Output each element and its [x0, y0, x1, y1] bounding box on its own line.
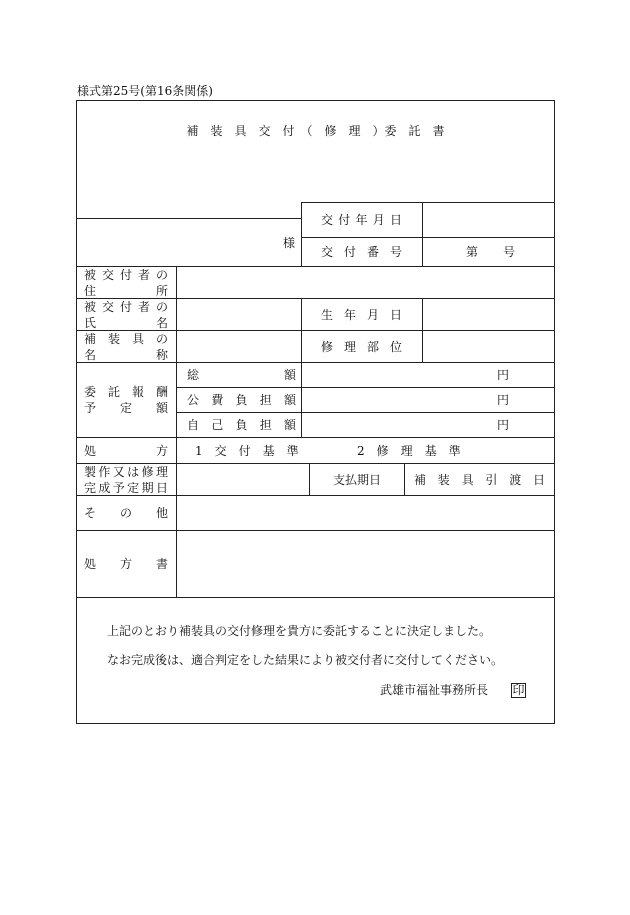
- fee-label-line1: [84, 384, 168, 400]
- issue-number-label-char: 交: [321, 245, 334, 259]
- recipient-name-label-line2: [84, 315, 168, 331]
- fee-label-line2-char: 予: [84, 401, 97, 415]
- repair-part-label-char: 部: [366, 339, 379, 354]
- repair-part-value-cell: [422, 330, 555, 362]
- device-name-label-line2-char: 名: [84, 347, 97, 362]
- completion-label-line1-char: 作: [98, 464, 111, 479]
- recipient-name-label-line2-char: 氏: [84, 315, 97, 330]
- payment-date-label: 支払期日: [332, 473, 381, 487]
- repair-part-label-char: 位: [389, 339, 402, 354]
- fee-public-label-char: 額: [283, 393, 296, 407]
- completion-label-line2: [84, 480, 168, 496]
- recipient-name-label-line1: [84, 299, 168, 315]
- fee-public-label-char: 担: [259, 393, 272, 407]
- completion-label-line2-char: 成: [98, 480, 111, 495]
- fee-label-line1-char: 委: [84, 385, 97, 399]
- device-name-label-line2-char: 称: [155, 347, 168, 362]
- recipient-address-label-line2-char: 住: [84, 283, 97, 298]
- issue-number-label-cell: [301, 237, 422, 266]
- issue-number-label-char: 付: [343, 245, 356, 259]
- fee-self-label: [187, 417, 296, 433]
- recipient-address-label-line1: [84, 267, 168, 283]
- repair-part-label-cell: [301, 330, 422, 362]
- completion-label-line1: [84, 464, 168, 480]
- completion-value-cell: [176, 463, 309, 495]
- issue-number-prefix: 第: [466, 245, 479, 259]
- repair-part-label-char: 理: [343, 339, 356, 354]
- device-name-label-line1-char: 補: [84, 331, 97, 346]
- delivery-date-label-cell: [404, 463, 555, 495]
- fee-public-label-cell: [176, 387, 301, 412]
- issue-date-label-char: 年: [355, 213, 368, 227]
- fee-label-line2: [84, 400, 168, 416]
- issue-number-value-cell: [422, 237, 555, 266]
- fee-self-label-char: 己: [211, 418, 224, 432]
- completion-label-line2-char: 完: [84, 480, 97, 495]
- birthdate-value-cell: [422, 298, 555, 330]
- prescription-document-label-char: 処: [84, 557, 97, 571]
- recipient-address-label-line2-char: 所: [155, 283, 168, 298]
- recipient-name-label-line1-char: の: [155, 299, 168, 314]
- fee-public-label-char: 公: [187, 393, 200, 407]
- recipient-name-label-line2-char: 名: [155, 315, 168, 330]
- issuer-name: 武雄市福祉事務所長: [380, 683, 489, 697]
- device-name-label-line1-char: 装: [107, 331, 120, 346]
- delivery-date-label-char: 渡: [509, 472, 522, 487]
- completion-label-line1-char: 製: [84, 464, 97, 479]
- issue-date-label-char: 月: [372, 213, 385, 227]
- recipient-address-label-line1-char: 被: [84, 267, 97, 282]
- issue-date-label-cell: [301, 202, 422, 237]
- fee-total-label-char: 額: [283, 368, 296, 382]
- issue-date-label-char: 付: [338, 213, 351, 227]
- seal-mark: 印: [512, 683, 525, 697]
- prescription-document-label-cell: [76, 530, 176, 597]
- recipient-name-label-line1-char: 被: [84, 299, 97, 314]
- device-name-value-cell: [176, 330, 301, 362]
- fee-label-line1-char: 報: [131, 385, 144, 399]
- birthdate-label-char: 日: [389, 307, 402, 322]
- fee-public-label-char: 費: [211, 393, 224, 407]
- birthdate-label-cell: [301, 298, 422, 330]
- fee-public-unit: 円: [496, 393, 509, 407]
- delivery-date-label: [414, 472, 545, 488]
- fee-self-label-char: 額: [283, 418, 296, 432]
- other-label: [84, 505, 168, 521]
- issue-number-label-char: 号: [389, 245, 402, 259]
- form-number: 様式第25号(第16条関係): [77, 84, 213, 98]
- fee-self-label-char: 負: [235, 418, 248, 432]
- fee-self-value-cell: [301, 412, 555, 437]
- fee-self-label-cell: [176, 412, 301, 437]
- recipient-address-label-line1-char: の: [155, 267, 168, 282]
- recipient-name-label-cell: [76, 298, 176, 330]
- recipient-name-label-line1-char: 者: [137, 299, 150, 314]
- prescription-option-issue: 1 交 付 基 準: [195, 443, 299, 458]
- delivery-date-label-char: 補: [414, 472, 427, 487]
- delivery-date-label-char: 具: [461, 472, 474, 487]
- birthdate-label-char: 生: [321, 307, 334, 322]
- fee-total-label-char: 総: [187, 368, 200, 382]
- fee-public-label: [187, 392, 296, 408]
- prescription-document-label-char: 書: [155, 557, 168, 571]
- fee-self-unit: 円: [496, 418, 509, 432]
- prescription-value-cell: [176, 437, 555, 463]
- notice-line-2: なお完成後は、適合判定をした結果により被交付者に交付してください。: [107, 653, 504, 667]
- addressee-cell: [76, 218, 301, 266]
- fee-public-label-char: 負: [235, 393, 248, 407]
- recipient-name-label-line1-char: 付: [119, 299, 132, 314]
- completion-label-line1-char: 又: [112, 464, 125, 479]
- repair-part-label: [321, 339, 402, 355]
- completion-label-line1-char: 理: [155, 464, 168, 479]
- prescription-label-char: 処: [84, 443, 97, 458]
- prescription-document-label: [84, 556, 168, 572]
- fee-label-line2-char: 額: [155, 401, 168, 415]
- device-name-label-line1: [84, 331, 168, 347]
- device-name-label-line2: [84, 347, 168, 363]
- notice-line-1: 上記のとおり補装具の交付修理を貴方に委託することに決定しました。: [107, 624, 492, 638]
- addressee-honorific: 様: [282, 235, 295, 250]
- delivery-date-label-char: 装: [437, 472, 450, 487]
- device-name-label-cell: [76, 330, 176, 362]
- fee-label-line1-char: 酬: [155, 385, 168, 399]
- device-name-label-line1-char: の: [155, 331, 168, 346]
- fee-self-label-char: 担: [259, 418, 272, 432]
- issue-number-suffix: 号: [503, 245, 516, 259]
- delivery-date-label-char: 日: [532, 472, 545, 487]
- repair-part-label-char: 修: [321, 339, 334, 354]
- other-value-cell: [176, 495, 555, 530]
- completion-label-line2-char: 定: [127, 480, 140, 495]
- other-label-char: の: [119, 506, 132, 520]
- fee-total-label: [187, 367, 296, 383]
- prescription-document-value-cell: [176, 530, 555, 597]
- recipient-address-label-line1-char: 付: [119, 267, 132, 282]
- fee-self-label-char: 自: [187, 418, 200, 432]
- issue-date-label-char: 交: [321, 213, 334, 227]
- fee-label-line2-char: 定: [119, 401, 132, 415]
- completion-label-line2-char: 予: [112, 480, 125, 495]
- recipient-name-value-cell: [176, 298, 301, 330]
- completion-label-line1-char: は: [127, 464, 140, 479]
- issue-number-label: [321, 244, 402, 260]
- birthdate-label-char: 年: [343, 307, 356, 322]
- issue-date-label-char: 日: [389, 213, 402, 227]
- prescription-option-repair: 2 修 理 基 準: [357, 443, 461, 458]
- fee-total-unit: 円: [496, 368, 509, 382]
- recipient-name-label-line1-char: 交: [101, 299, 114, 314]
- prescription-label: [84, 443, 168, 459]
- completion-label-line2-char: 日: [155, 480, 168, 495]
- fee-label-cell: [76, 362, 176, 437]
- recipient-address-label-cell: [76, 266, 176, 298]
- device-name-label-line1-char: 具: [131, 331, 144, 346]
- issue-date-value-cell: [422, 202, 555, 237]
- birthdate-label-char: 月: [366, 307, 379, 322]
- fee-label-line1-char: 託: [107, 385, 120, 399]
- form-title: 補 装 具 交 付 （ 修 理 ）委 託 書: [186, 124, 445, 138]
- recipient-address-label-line2: [84, 283, 168, 299]
- other-label-char: そ: [84, 506, 97, 520]
- completion-label-cell: [76, 463, 176, 495]
- recipient-address-value-cell: [176, 266, 555, 298]
- issue-number-label-char: 番: [366, 245, 379, 259]
- other-label-char: 他: [155, 506, 168, 520]
- completion-label-line2-char: 期: [141, 480, 154, 495]
- fee-total-label-cell: [176, 362, 301, 387]
- completion-label-line1-char: 修: [141, 464, 154, 479]
- birthdate-label: [321, 307, 402, 323]
- delivery-date-label-char: 引: [485, 472, 498, 487]
- recipient-address-label-line1-char: 者: [137, 267, 150, 282]
- prescription-document-label-char: 方: [119, 557, 132, 571]
- fee-total-value-cell: [301, 362, 555, 387]
- fee-public-value-cell: [301, 387, 555, 412]
- payment-date-label-cell: [309, 463, 404, 495]
- issue-date-label: [321, 212, 402, 228]
- prescription-label-cell: [76, 437, 176, 463]
- other-label-cell: [76, 495, 176, 530]
- prescription-label-char: 方: [155, 443, 168, 458]
- recipient-address-label-line1-char: 交: [101, 267, 114, 282]
- seal-box: [511, 683, 526, 698]
